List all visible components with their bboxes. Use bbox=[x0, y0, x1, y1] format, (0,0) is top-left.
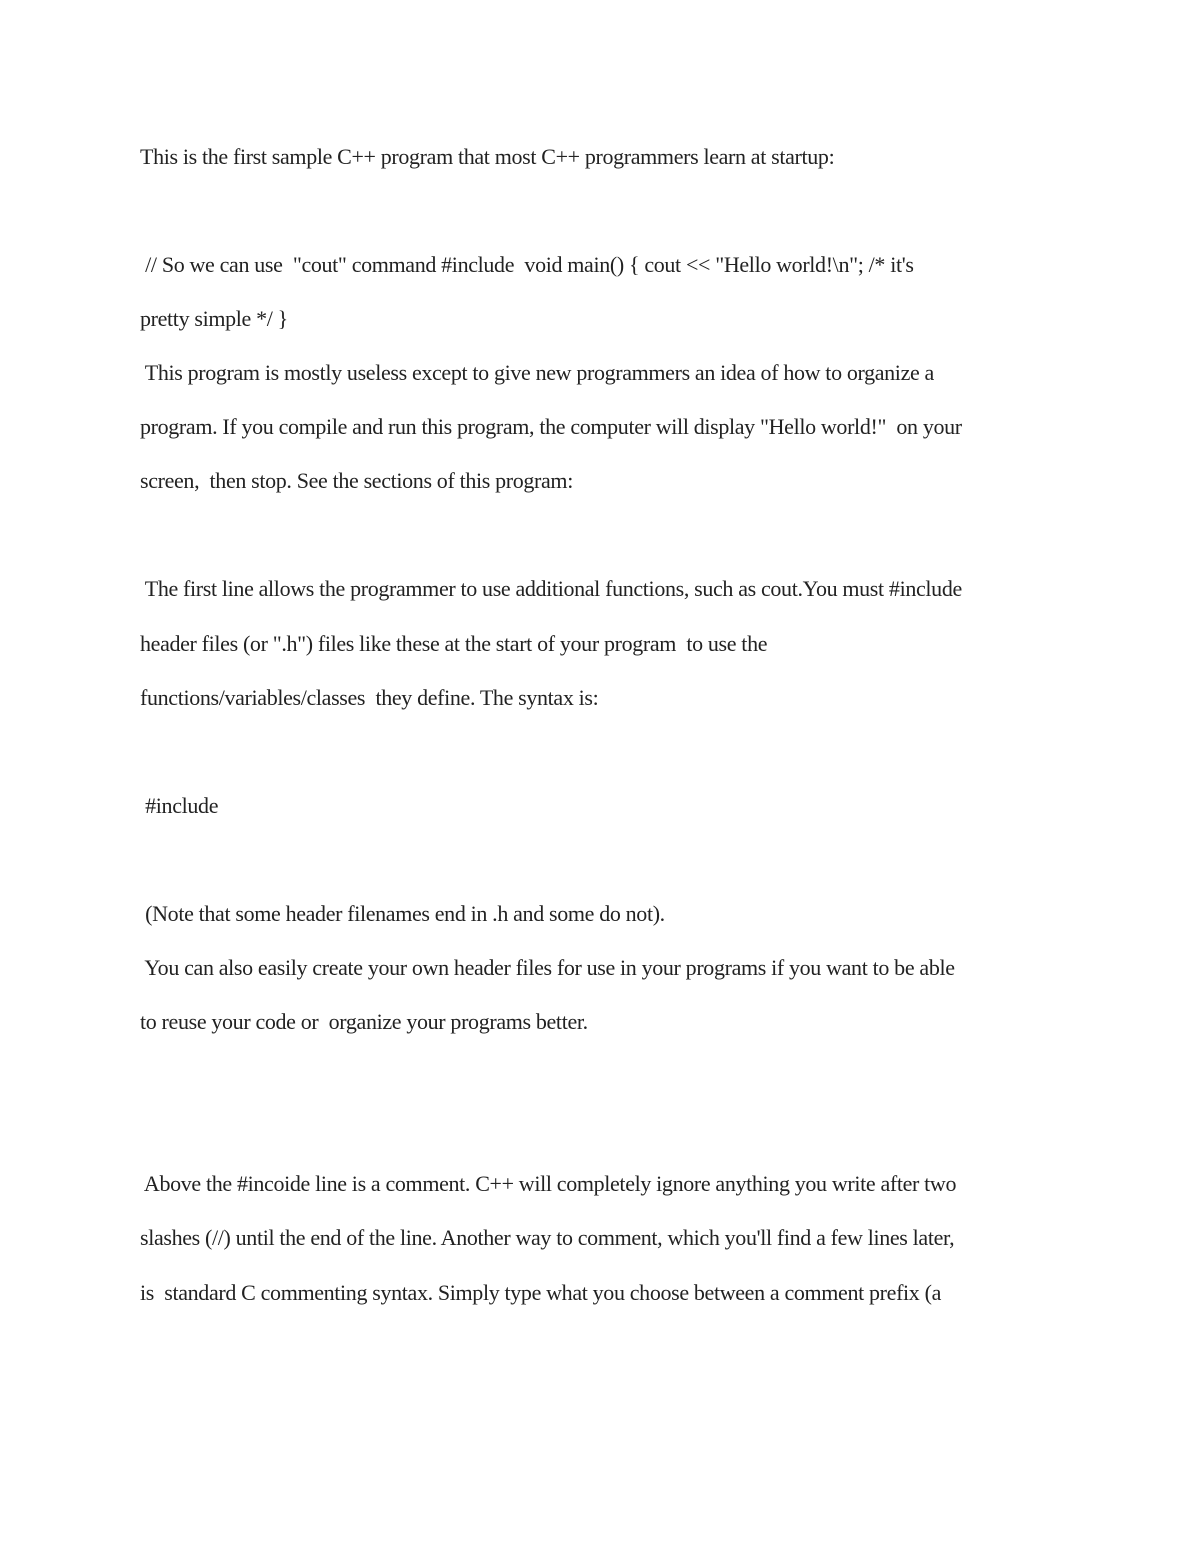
text-line: screen, then stop. See the sections of this program: bbox=[140, 468, 573, 493]
text-line: Above the #incoide line is a comment. C++ will completely ignore anything you write after two bbox=[140, 1171, 957, 1196]
text-line: The first line allows the programmer to use additional functions, such as cout.You must #include bbox=[140, 576, 962, 601]
text-line-note: (Note that some header filenames end in .h and some do not). bbox=[140, 901, 665, 926]
text-line-intro: This is the first sample C++ program that most C++ programmers learn at startup: bbox=[140, 144, 835, 169]
text-line-include: #include bbox=[140, 793, 219, 818]
text-line: is standard C commenting syntax. Simply type what you choose between a comment prefix (a bbox=[140, 1280, 941, 1305]
text-line: header files (or ".h") files like these at the start of your program to use the bbox=[140, 631, 768, 656]
text-line-code-end: pretty simple */ } bbox=[140, 306, 288, 331]
text-line: functions/variables/classes they define. The syntax is: bbox=[140, 685, 599, 710]
text-line: This program is mostly useless except to give new programmers an idea of how to organize a bbox=[140, 360, 934, 385]
text-line: slashes (//) until the end of the line. Another way to comment, which you'll find a few lines later, bbox=[140, 1225, 955, 1250]
text-line: program. If you compile and run this program, the computer will display "Hello world!" on your bbox=[140, 414, 962, 439]
text-line: You can also easily create your own header files for use in your programs if you want to be able bbox=[140, 955, 955, 980]
text-line-code: // So we can use "cout" command #include void main() { cout << "Hello world!\n"; /* it's bbox=[140, 252, 914, 277]
text-line: to reuse your code or organize your programs better. bbox=[140, 1009, 588, 1034]
